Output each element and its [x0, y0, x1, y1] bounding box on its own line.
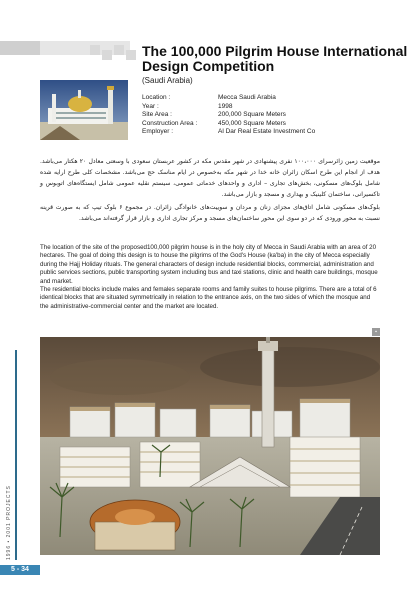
info-value: 450,000 Square Meters	[218, 119, 286, 127]
info-row	[142, 128, 368, 137]
info-label: Year :	[142, 102, 159, 110]
info-label: Construction Area :	[142, 119, 198, 127]
info-value: Al Dar Real Estate Investment Co	[218, 128, 316, 135]
info-value: Mecca Saudi Arabia	[218, 94, 276, 101]
english-description	[40, 244, 380, 311]
info-row	[142, 111, 368, 120]
page-number: 5 - 34	[0, 565, 40, 575]
persian-paragraph: بلوک‌های مسکونی شامل اتاق‌های مجزای زنان و مردان و سوییت‌های خانوادگی زائران. در مجموع ۶ بلوک تیپ که به صورت قرینه نسبت به محور ورودی که در دو سوی این محور ساختمان‌های مسجد و مرکز تجاری اداری و بازار قرار گرفته‌اند می‌باشد.	[40, 204, 380, 222]
page-title: The 100,000 Pilgrim House International Design Competition	[142, 43, 408, 74]
project-render-image	[40, 337, 380, 555]
persian-description	[40, 156, 380, 226]
info-label: Employer :	[142, 128, 174, 135]
info-row	[142, 120, 368, 129]
info-label: Site Area :	[142, 111, 172, 118]
info-label: Location :	[142, 94, 171, 101]
info-value: 200,000 Square Meters	[218, 111, 286, 118]
image-marker-icon: ▪	[372, 328, 380, 336]
info-value: 1998	[218, 102, 233, 110]
header-band-dark	[0, 41, 40, 55]
english-paragraph: The location of the site of the proposed100,000 pilgrim house is in the holy city of Mecca in Saudi Arabia with an area of 20 hectares. The goal of doing this design is to house the pilgrims of the God's House (ka'ba) in the city of Mecca especially during the Hajj Holiday rituals. The general characters of design include residential blocks, commercial, administration and public services sections, public transporting system including bus and taxi stations, clinic and health care buildings, mosque and market.	[40, 244, 378, 285]
project-thumbnail	[40, 80, 128, 140]
side-vertical-label: 1996 • 2001 PROJECTS	[6, 485, 12, 560]
info-row	[142, 103, 368, 112]
info-row	[142, 94, 368, 103]
english-paragraph: The residential blocks include males and females separate rooms and family suites to house pilgrims. There are a total of 6 identical blocks that are situated symmetrically in relation to the entrance axis, on the two sides of which the mosque and the administrative-commercial center and the market are located.	[40, 286, 377, 310]
page-subtitle: (Saudi Arabia)	[142, 76, 193, 85]
decorative-squares	[90, 45, 138, 65]
persian-paragraph: موقعیت زمین زائرسرای ۱۰۰،۰۰۰ نفری پیشنهادی در شهر مقدس مکه در کشور عربستان سعودی با وسعتی معادل ۲۰ هکتار می‌باشد. هدف از انجام این طرح اسکان زائران خانه خدا در شهر مکه به‌خصوص در ایام مناسک حج می‌باشد. مشخصات کلی طرح ارایه شده شامل بلوک‌های مسکونی، بخش‌های تجاری – اداری و واحدهای خدماتی عمومی، سیستم نقلیه عمومی شامل ایستگاه‌های اتوبوس و تاکسیرانی، ساختمان کلینیک و بهداری و مسجد و بازار می‌باشد.	[40, 158, 380, 198]
project-info	[142, 94, 368, 137]
